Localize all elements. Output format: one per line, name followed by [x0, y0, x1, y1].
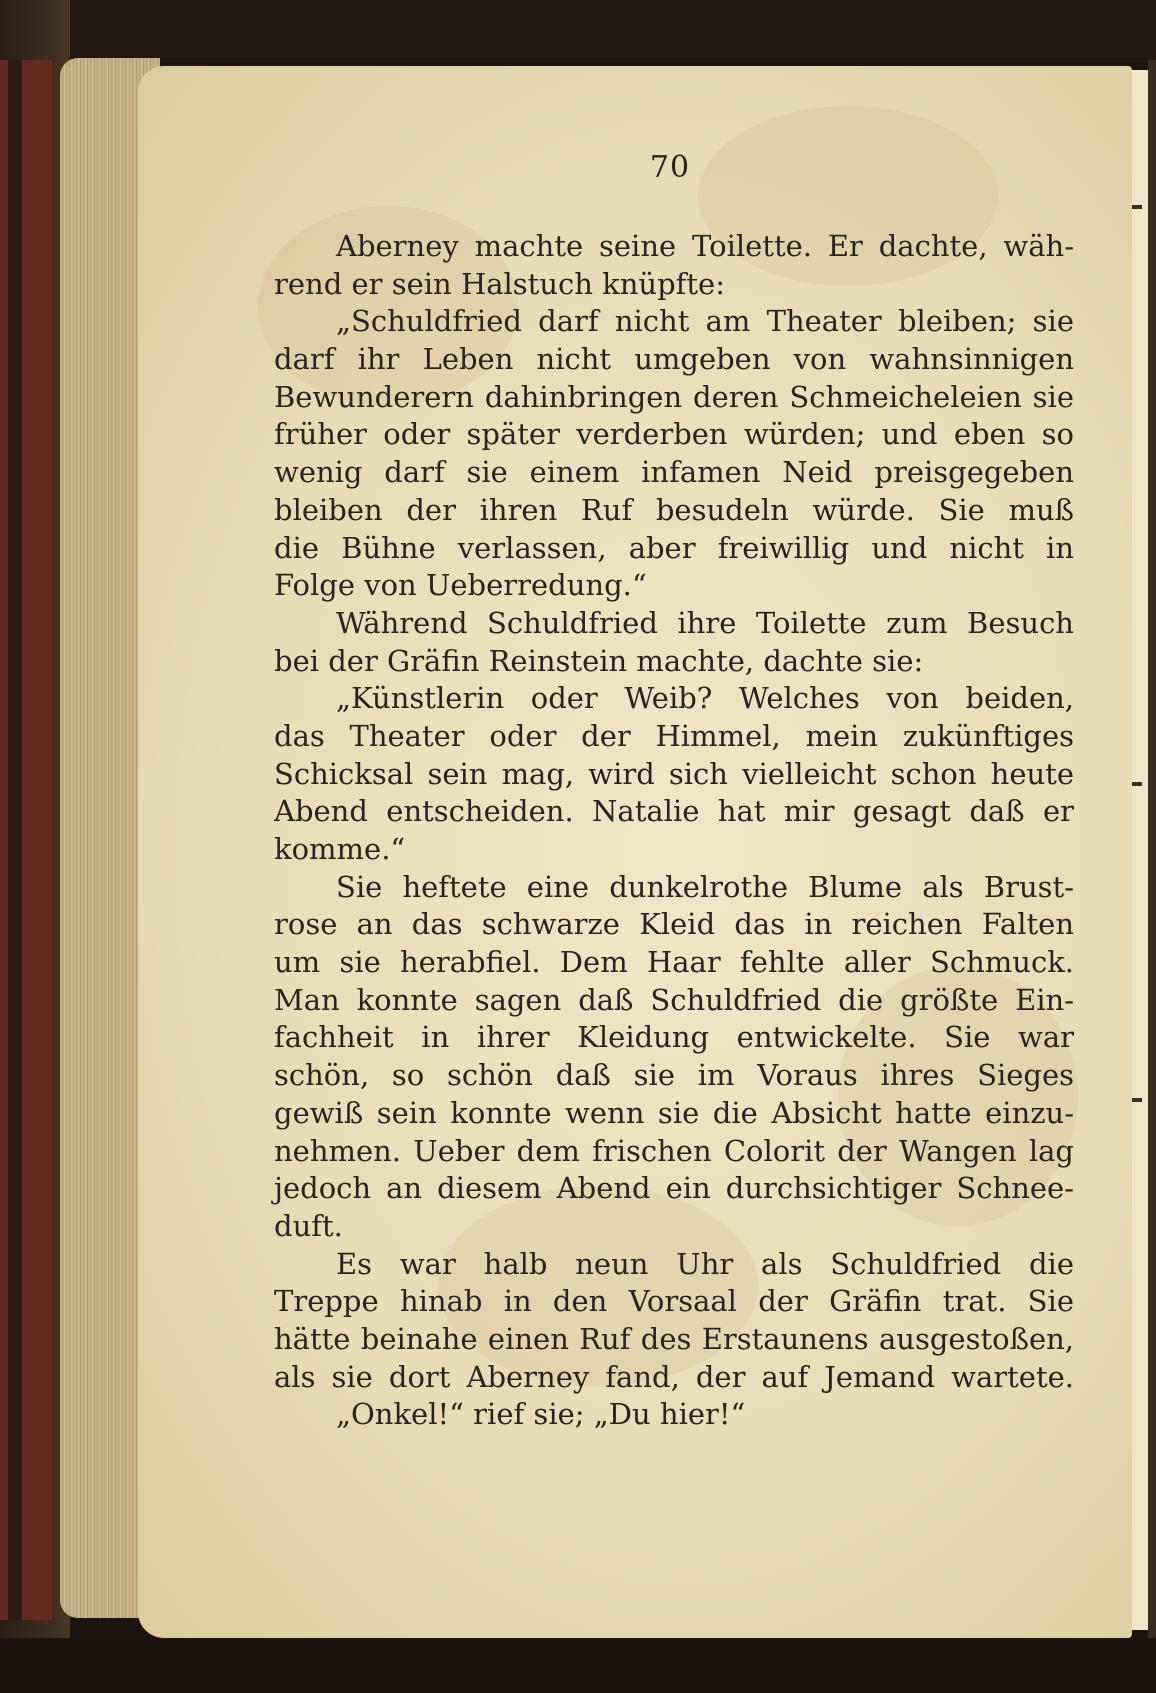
- book-cover-top: [0, 0, 1156, 62]
- text-line: Treppe hinab in den Vorsaal der Gräfin trat. Sie: [274, 1284, 1074, 1319]
- text-line: Abend entscheiden. Natalie hat mir gesagt daß er: [274, 794, 1074, 829]
- text-line: jedoch an diesem Abend ein durchsichtiger Schnee-: [274, 1171, 1074, 1206]
- text-line: „Onkel!“ rief sie; „Du hier!“: [336, 1397, 746, 1432]
- book-spine-edge: [8, 60, 22, 1620]
- text-line: gewiß sein konnte wenn sie die Absicht hatte einzu-: [274, 1095, 1074, 1130]
- text-line: „Schuldfried darf nicht am Theater bleiben; sie: [336, 304, 1074, 339]
- text-line: Folge von Ueberredung.“: [274, 568, 647, 603]
- edge-marker: [1132, 782, 1142, 786]
- text-line: die Bühne verlassen, aber freiwillig und nicht in: [274, 530, 1074, 565]
- text-line: „Künstlerin oder Weib? Welches von beiden,: [336, 681, 1074, 716]
- text-line: Man konnte sagen daß Schuldfried die größte Ein-: [274, 982, 1074, 1017]
- edge-marker: [1132, 1098, 1142, 1102]
- text-line: um sie herabfiel. Dem Haar fehlte aller Schmuck.: [274, 945, 1074, 980]
- text-line: bei der Gräfin Reinstein machte, dachte sie:: [274, 643, 924, 678]
- page-number: 70: [649, 150, 691, 185]
- text-line: wenig darf sie einem infamen Neid preisgegeben: [274, 455, 1074, 490]
- text-line: das Theater oder der Himmel, mein zukünftiges: [274, 718, 1074, 753]
- text-line: darf ihr Leben nicht umgeben von wahnsinnigen: [274, 342, 1074, 377]
- text-line: komme.“: [274, 832, 406, 866]
- text-line: bleiben der ihren Ruf besudeln würde. Sie muß: [274, 492, 1074, 527]
- text-line: als sie dort Aberney fand, der auf Jemand wartete.: [274, 1359, 1074, 1394]
- book-cover-bottom: [0, 1638, 1156, 1693]
- text-line: früher oder später verderben würden; und eben so: [274, 417, 1074, 452]
- body-text: [274, 228, 1074, 1434]
- text-line: hätte beinahe einen Ruf des Erstaunens ausgestoßen,: [274, 1321, 1074, 1356]
- text-line: Schicksal sein mag, wird sich vielleicht schon heute: [274, 756, 1074, 791]
- text-line: schön, so schön daß sie im Voraus ihres Sieges: [274, 1058, 1074, 1093]
- right-cover-edge: [1148, 60, 1156, 1640]
- text-line: duft.: [274, 1208, 343, 1243]
- text-line: Während Schuldfried ihre Toilette zum Besuch: [336, 605, 1074, 640]
- text-line: fachheit in ihrer Kleidung entwickelte. Sie war: [274, 1020, 1074, 1055]
- edge-marker: [1132, 205, 1142, 209]
- text-line: Aberney machte seine Toilette. Er dachte, wäh-: [336, 229, 1074, 263]
- text-line: nehmen. Ueber dem frischen Colorit der Wangen lag: [274, 1133, 1074, 1168]
- text-line: Bewunderern dahinbringen deren Schmeicheleien sie: [274, 379, 1074, 414]
- text-line: Sie heftete eine dunkelrothe Blume als Brust-: [336, 869, 1074, 904]
- text-line: Es war halb neun Uhr als Schuldfried die: [336, 1246, 1074, 1281]
- text-line: rose an das schwarze Kleid das in reichen Falten: [274, 907, 1074, 942]
- text-line: rend er sein Halstuch knüpfte:: [274, 266, 725, 301]
